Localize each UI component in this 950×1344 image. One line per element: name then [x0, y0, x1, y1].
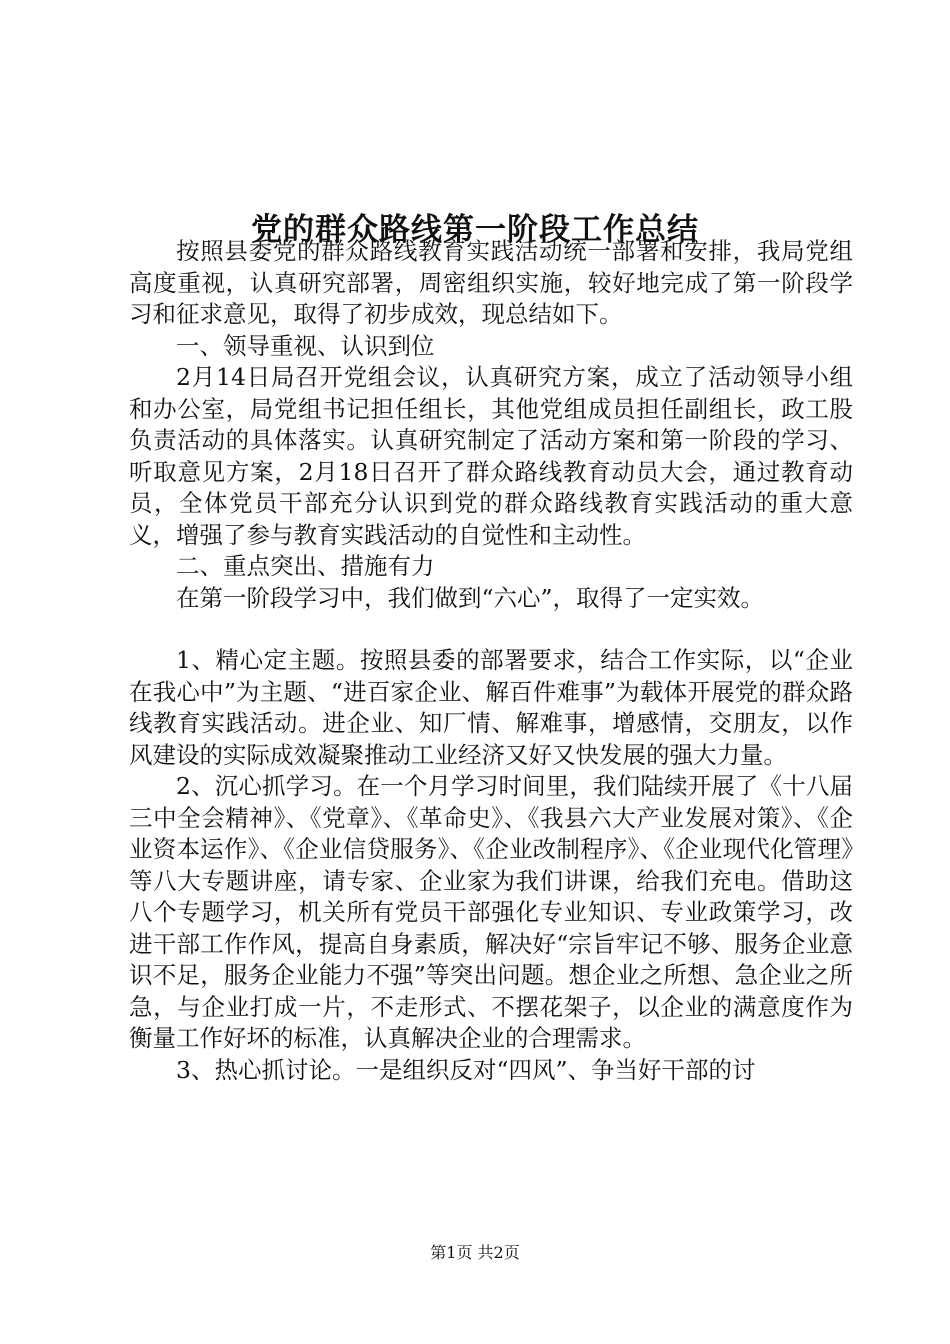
section-heading-2: 二、重点突出、措施有力 [176, 552, 435, 580]
section-heading-1: 一、领导重视、认识到位 [176, 331, 435, 360]
paragraph-section-1: 2月14日局召开党组会议，认真研究方案，成立了活动领导小组和办公室，局党组书记担任组长，其他党组成员担任副组长，政工股负责活动的具体落实。认真研究制定了活动方案和第一阶段的学习、听取意见方案，2月18日召开了群众路线教育动员大会，通过教育动员，全体党员干部充分认识到党的群众路线教育实践活动的重大意义，增强了参与教育实践活动的自觉性和主动性。 [129, 363, 853, 549]
paragraph-intro: 按照县委党的群众路线教育实践活动统一部署和安排，我局党组高度重视，认真研究部署，周密组织实施，较好地完成了第一阶段学习和征求意见，取得了初步成效，现总结如下。 [129, 237, 853, 328]
page-footer: 第1页 共2页 [430, 1243, 520, 1262]
paragraph-six-hearts: 在第一阶段学习中，我们做到“六心”，取得了一定实效。 [176, 583, 765, 612]
paragraph-item-3: 3、热心抓讨论。一是组织反对“四风”、争当好干部的讨 [176, 1055, 756, 1084]
document-body [129, 236, 853, 1086]
paragraph-item-2: 2、沉心抓学习。在一个月学习时间里，我们陆续开展了《十八届三中全会精神》、《党章》、《革命史》、《我县六大产业发展对策》、《企业资本运作》、《企业信贷服务》、《企业改制程序》、《企业现代化管理》等八大专题讲座，请专家、企业家为我们讲课，给我们充电。借助这八个专题学习，机关所有党员干部强化专业知识、专业政策学习，改进干部工作作风，提高自身素质，解决好“宗旨牢记不够、服务企业意识不足，服务企业能力不强”等突出问题。想企业之所想、急企业之所急，与企业打成一片，不走形式、不摆花架子，以企业的满意度作为衡量工作好坏的标准，认真解决企业的合理需求。 [129, 772, 853, 1052]
document-title: 党的群众路线第一阶段工作总结 [251, 211, 699, 248]
paragraph-item-1: 1、精心定主题。按照县委的部署要求，结合工作实际，以“企业在我心中”为主题、“进百家企业、解百件难事”为载体开展党的群众路线教育实践活动。进企业、知厂情、解难事，增感情，交朋友，以作风建设的实际成效凝聚推动工业经济又好又快发展的强大力量。 [129, 646, 853, 769]
